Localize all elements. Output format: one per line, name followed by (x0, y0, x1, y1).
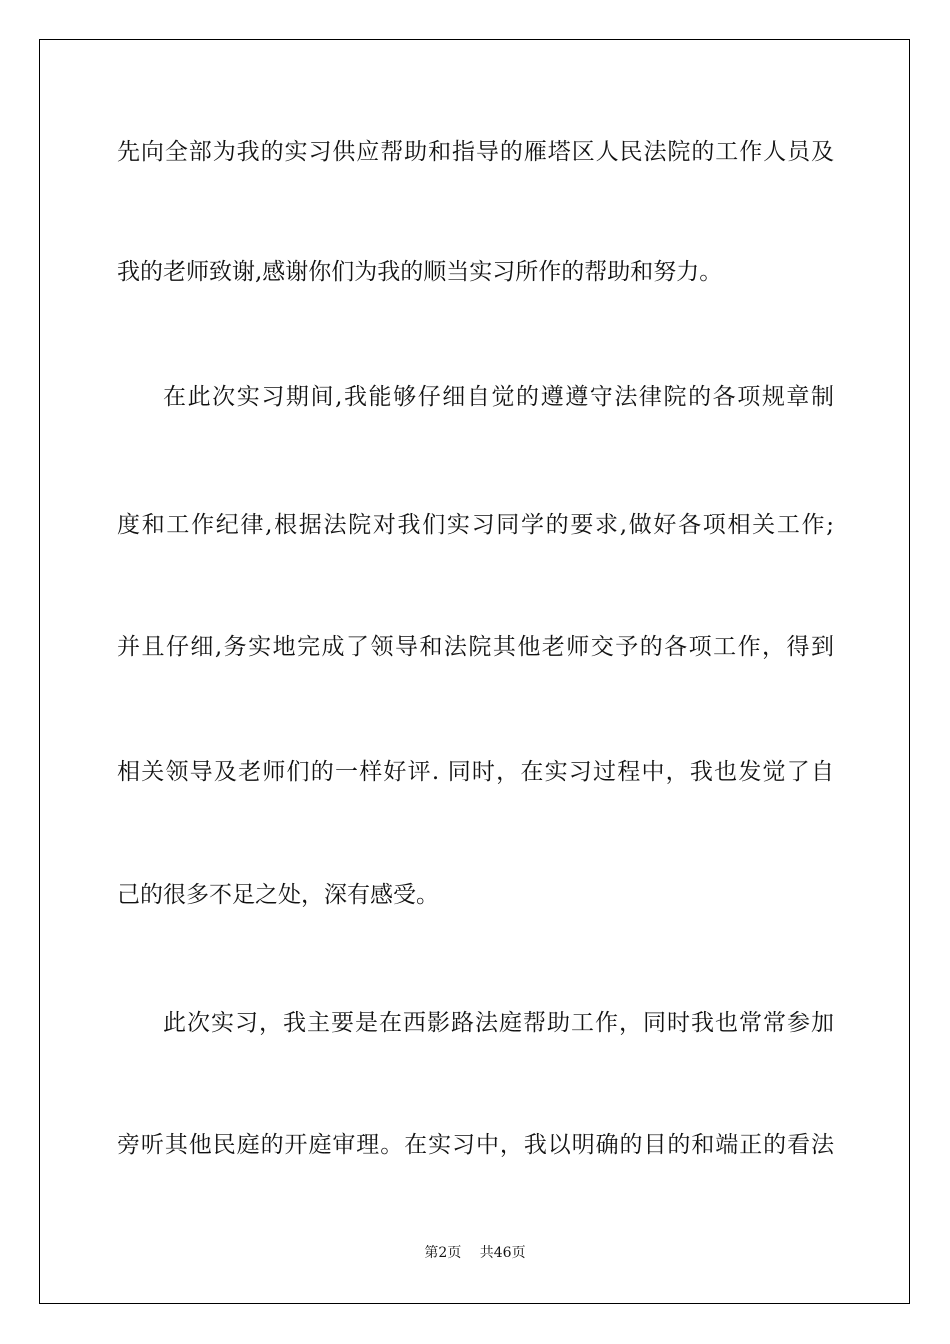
paragraph-line-8: 此次实习，我主要是在西影路法庭帮助工作，同时我也常常参加 (163, 1010, 834, 1036)
paragraph-line-1: 先向全部为我的实习供应帮助和指导的雁塔区人民法院的工作人员及 (117, 139, 834, 165)
paragraph-line-7: 己的很多不足之处，深有感受。 (117, 882, 439, 908)
paragraph-line-9: 旁听其他民庭的开庭审理。在实习中，我以明确的目的和端正的看法 (117, 1132, 834, 1158)
paragraph-line-6: 相关领导及老师们的一样好评. 同时，在实习过程中，我也发觉了自 (117, 759, 834, 785)
paragraph-line-4: 度和工作纪律,根据法院对我们实习同学的要求,做好各项相关工作; (117, 512, 834, 538)
page-border (39, 39, 910, 1304)
paragraph-line-3: 在此次实习期间,我能够仔细自觉的遵遵守法律院的各项规章制 (163, 384, 834, 410)
paragraph-line-5: 并且仔细,务实地完成了领导和法院其他老师交予的各项工作，得到 (117, 634, 834, 660)
page-number: 第2页 共46页 (424, 1245, 526, 1261)
paragraph-line-2: 我的老师致谢,感谢你们为我的顺当实习所作的帮助和努力。 (117, 259, 723, 285)
